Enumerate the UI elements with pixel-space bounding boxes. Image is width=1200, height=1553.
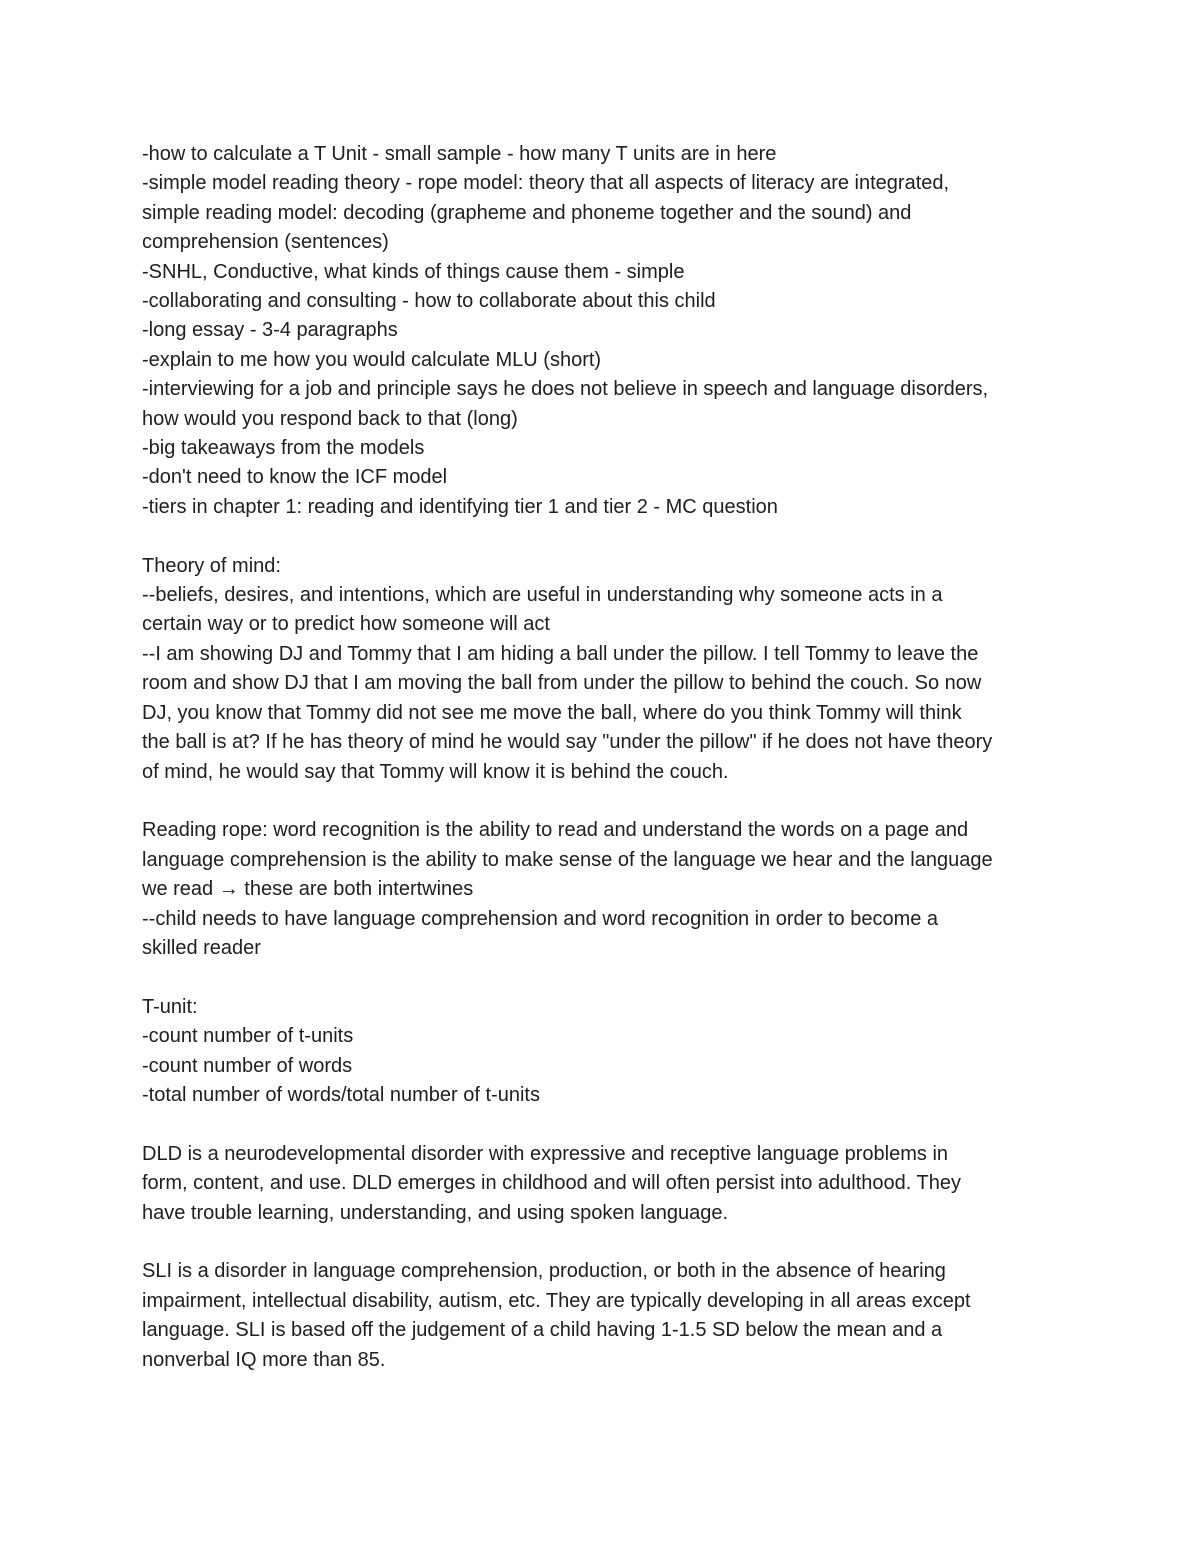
paragraph-spacer	[142, 522, 1072, 551]
paragraph-spacer	[142, 787, 1072, 816]
paragraph-line: of mind, he would say that Tommy will know it is behind the couch.	[142, 760, 729, 783]
sli-section	[142, 1257, 1072, 1375]
paragraph-line: we read → these are both intertwines	[142, 878, 474, 901]
list-item: -count number of t-units	[142, 1025, 354, 1048]
paragraph-line: --I am showing DJ and Tommy that I am hiding a ball under the pillow. I tell Tommy to leave the	[142, 642, 979, 665]
paragraph-line: skilled reader	[142, 936, 261, 959]
list-item: simple reading model: decoding (grapheme and phoneme together and the sound) and	[142, 201, 912, 224]
list-item: comprehension (sentences)	[142, 231, 389, 254]
paragraph-line: nonverbal IQ more than 85.	[142, 1348, 386, 1371]
paragraph-line: DJ, you know that Tommy did not see me move the ball, where do you think Tommy will think	[142, 701, 962, 724]
dld-section	[142, 1140, 1072, 1228]
list-item: -explain to me how you would calculate MLU (short)	[142, 348, 602, 371]
paragraph-line: Reading rope: word recognition is the ability to read and understand the words on a page and	[142, 819, 969, 842]
paragraph-line: language comprehension is the ability to make sense of the language we hear and the language	[142, 848, 993, 871]
paragraph-line: the ball is at? If he has theory of mind he would say "under the pillow" if he does not have theory	[142, 731, 993, 754]
section-heading: T-unit:	[142, 995, 198, 1018]
list-item: -don't need to know the ICF model	[142, 466, 448, 489]
paragraph-line: room and show DJ that I am moving the ball from under the pillow to behind the couch. So now	[142, 672, 982, 695]
exam-topics-list	[142, 140, 1072, 522]
list-item: -big takeaways from the models	[142, 437, 425, 460]
theory-of-mind-section	[142, 552, 1072, 787]
paragraph-line: SLI is a disorder in language comprehension, production, or both in the absence of hearing	[142, 1260, 946, 1283]
paragraph-spacer	[142, 1228, 1072, 1257]
paragraph-line: DLD is a neurodevelopmental disorder with expressive and receptive language problems in	[142, 1142, 949, 1165]
list-item: -simple model reading theory - rope model: theory that all aspects of literacy are integrated,	[142, 172, 950, 195]
list-item: -tiers in chapter 1: reading and identifying tier 1 and tier 2 - MC question	[142, 495, 778, 518]
list-item: -how to calculate a T Unit - small sample - how many T units are in here	[142, 143, 777, 165]
paragraph-line: have trouble learning, understanding, and using spoken language.	[142, 1201, 728, 1224]
paragraph-spacer	[142, 963, 1072, 992]
list-item: -collaborating and consulting - how to collaborate about this child	[142, 290, 716, 313]
paragraph-spacer	[142, 1110, 1072, 1139]
list-item: -SNHL, Conductive, what kinds of things cause them - simple	[142, 260, 685, 283]
list-item: -total number of words/total number of t-units	[142, 1083, 540, 1106]
reading-rope-section	[142, 816, 1072, 963]
paragraph-line: language. SLI is based off the judgement of a child having 1-1.5 SD below the mean and a	[142, 1319, 943, 1342]
t-unit-section	[142, 993, 1072, 1111]
list-item: -interviewing for a job and principle says he does not believe in speech and language disorders,	[142, 378, 989, 401]
paragraph-line: certain way or to predict how someone will act	[142, 613, 550, 636]
section-heading: Theory of mind:	[142, 554, 281, 577]
list-item: -count number of words	[142, 1054, 353, 1077]
paragraph-line: impairment, intellectual disability, autism, etc. They are typically developing in all areas except	[142, 1289, 971, 1312]
paragraph-line: form, content, and use. DLD emerges in childhood and will often persist into adulthood. They	[142, 1172, 961, 1195]
document-page	[142, 140, 1072, 1375]
paragraph-line: --child needs to have language comprehension and word recognition in order to become a	[142, 907, 939, 930]
list-item: how would you respond back to that (long)	[142, 407, 518, 430]
list-item: -long essay - 3-4 paragraphs	[142, 319, 398, 342]
paragraph-line: --beliefs, desires, and intentions, which are useful in understanding why someone acts in a	[142, 584, 943, 607]
